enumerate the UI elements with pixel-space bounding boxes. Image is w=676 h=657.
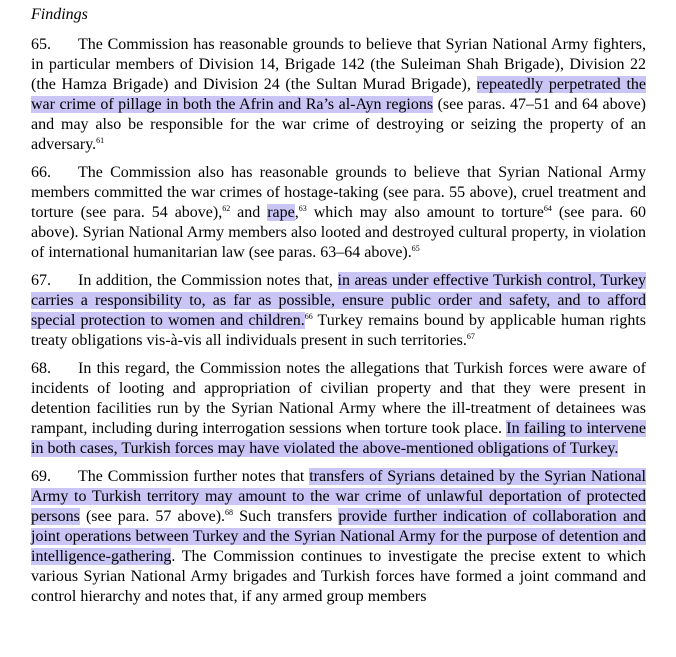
paragraph-number: 66. [31,164,51,181]
paragraph-number: 67. [31,272,51,289]
body-text: . The Commission continues to investigate the precise extent to which various Syrian National Army brigades and Turkish forces have formed a joint command and control hierarchy and notes that, if any armed group members [31,548,646,605]
body-text: (see para. 57 above). [79,508,226,525]
body-text: and [230,204,268,221]
body-text: In addition, the Commission notes that, [78,272,338,289]
paragraph-65 [31,35,646,155]
paragraph-67 [31,271,646,351]
footnote-ref[interactable]: 67 [466,332,475,341]
paragraph-number: 65. [31,36,51,53]
footnote-ref[interactable]: 68 [225,508,234,517]
footnote-ref[interactable]: 65 [411,244,420,253]
paragraph-69 [31,467,646,607]
body-text: The Commission also has reasonable grounds to believe that Syrian National Army members committed the war crimes of hostage-taking (see para. 55 above), cruel treatment and torture (see para. 54 above), [31,164,646,221]
highlighted-text: rape [267,204,295,221]
footnote-ref[interactable]: 66 [304,312,313,321]
paragraph-number: 68. [31,360,51,377]
footnote-ref[interactable]: 63 [298,204,307,213]
paragraph-66 [31,163,646,263]
highlighted-text: transfers of Syrians detained by the Syrian National Army to Turkish territory may amount to the war crime of unlawful deportation of protected persons [31,468,646,525]
body-text: (see paras. 47–51 and 64 above) and may also be responsible for the war crime of destroying or seizing the property of an adversary. [31,96,646,153]
body-text: The Commission has reasonable grounds to believe that Syrian National Army fighters, in particular members of Division 14, Brigade 142 (the Suleiman Shah Brigade), Division 22 (the Hamza Brigade) and Division 24 (the Sultan Murad Brigade), [31,36,646,93]
paragraph-number: 69. [31,468,51,485]
paragraph-68 [31,359,646,459]
body-text: The Commission further notes that [78,468,310,485]
highlighted-text: repeatedly perpetrated the war crime of pillage in both the Afrin and Ra’s al-Ayn regions [31,76,647,113]
body-text: In this regard, the Commission notes the allegations that Turkish forces were aware of incidents of looting and appropriation of civilian property and that they were present in detention facilities run by the Syrian National Army where the ill-treatment of detainees was rampant, including during interrogation sessions when torture took place. [31,360,646,437]
body-text: Such transfers [233,508,339,525]
highlighted-text: provide further indication of collaboration and joint operations between Turkey and the Syrian National Army for the purpose of detention and intelligence-gathering [31,508,646,565]
section-heading: Findings [31,6,88,23]
body-text: (see para. 60 above). Syrian National Army members also looted and destroyed cultural property, in violation of international humanitarian law (see paras. 63–64 above). [31,204,646,261]
footnote-ref[interactable]: 61 [96,136,105,145]
body-text: Turkey remains bound by applicable human rights treaty obligations vis-à-vis all individuals present in such territories. [31,312,647,349]
findings-paragraphs [31,35,646,607]
body-text: which may also amount to torture [306,204,544,221]
highlighted-text: in areas under effective Turkish control, Turkey carries a responsibility to, as far as possible, ensure public order and safety, and to afford special protection to women and children. [31,272,647,329]
highlighted-text: In failing to intervene in both cases, Turkish forces may have violated the above-mentioned obligations of Turkey. [31,420,647,457]
footnote-ref[interactable]: 64 [543,204,552,213]
body-text: , [294,204,299,221]
footnote-ref[interactable]: 62 [222,204,231,213]
